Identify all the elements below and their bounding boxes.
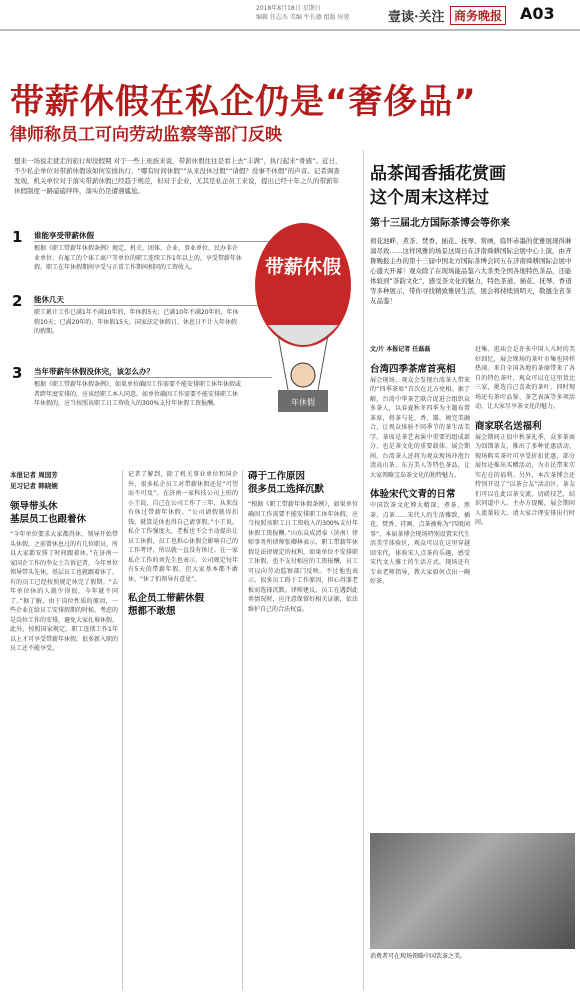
balloon-rope <box>278 335 288 390</box>
qa-number: 1 <box>12 228 23 246</box>
qa-item-2 <box>12 292 252 362</box>
qa-title: 当年带薪年休假没休完，该怎么办？ <box>34 367 154 376</box>
column-heading: 领导带头休 基层员工也跟着休 <box>10 501 87 525</box>
side-section-text: 中国饮茶文化博大精深，煮茶、煎茶、点茶……宋代人的生活雅致，插花、焚香、挂画、点茶被称为“四般闲事”。本届茶博会现场特别设置宋代生活美学体验区，观众可以在这里穿越回宋代，体验宋人点茶的乐趣，感受宋代文人雅士的生活方式。现场还有专业老师指导，教大家如何点出一碗好茶。 <box>370 502 470 585</box>
qa-number: 3 <box>12 364 23 382</box>
qa-body: 根据《职工带薪年休假条例》，如果单位确因工作需要不能安排职工休年休假或者跨年度安排的，应该经职工本人同意。如单位确因工作需要不能安排职工休年休假的，应当按照该职工日工资收入的300%支付年休假工资报酬。 <box>34 381 242 407</box>
photo-caption: 消费者可在现场领略中国饮茶之美。 <box>370 953 467 960</box>
story-divider <box>363 150 364 990</box>
column-text: “今年单位要求大家都得休，领导开始带头休假，之前曾休息过的有几位职员，所以大家都安排了时间跟着休。”在济南一家国企工作的李女士告诉记者，今年单位领导带头先休，基层员工也就跟着休了，有的员工已经按照规定休完了假期。“去年单位休的人就少得很，今年就不同了。”据了解，由于岗位性质的原因，一些企业在给员工安排假期的时候，考虑的是岗位工作的安排，避免大家扎堆休假。此外，按照国家规定，职工连续工作1年以上才可享受带薪年休假，很多新入职的员工还不能享受。 <box>10 531 119 652</box>
basket-label: 年休假 <box>291 398 315 407</box>
balloon-text-line1: 带薪休假 <box>264 256 342 278</box>
side-section-heading: 商家联名送福利 <box>475 420 542 432</box>
tea-ceremony-photo <box>370 833 575 949</box>
column-text: “根据《职工带薪年休假条例》，如果单位确因工作需要不能安排职工休年休假，应当按照该职工日工资收入的300%支付年休假工资报酬。”山东众成清泰（济南）律师事务所律师张卿林表示，职工带薪年休假是法律规定的权利，如果单位不安排职工休假，也不支付相应的工资报酬，员工可以向劳动监察部门反映。不过他也表示，很多员工碍于工作原因，担心得罪老板而选择沉默。律师建议，员工在遇到此类情况时，应注意保留好相关证据，依法维护自己的合法权益。 <box>248 501 358 613</box>
main-headline: 带薪休假在私企仍是“奢侈品” <box>10 82 477 122</box>
main-column-2 <box>128 470 238 618</box>
main-intro: 想来一场说走就走的旅行却没假期 对于一些上班族来说，带薪休假往往是看上去“丰满”，执行起来“骨感”。近日，不少私企单位对带薪休假该如何安排执行，“哪有时间休假”“从来没休过假”“请假？没事不休假”的声音。记者调查发现，机关单位对于落实带薪休假已经趋于规范，但对于企业，尤其是私企员工来说，提出已经十年之久的带薪年休假制度一路磕磕绊绊，落实仍是遭遇尴尬。 <box>14 157 342 195</box>
qa-divider <box>34 377 272 378</box>
qa-body: 根据《职工带薪年休假条例》规定，机关、团体、企业、事业单位、民办非企业单位、有雇工的个体工商户等单位的职工连续工作1年以上的，享受带薪年休假。职工在年休假期间享受与正常工作期间相同的工资收入。 <box>34 245 242 271</box>
traveler-figure <box>291 363 315 387</box>
column-heading: 碍于工作原因 很多员工选择沉默 <box>248 471 325 495</box>
side-section-text: 展会期间正值中秋茶礼季，众多茶商为回馈茶友，推出了多种优惠活动，现场购买茶叶可享受折扣优惠，部分展位还推出买赠活动，为市民带来实实在在的福利。另外，本次茶博会还特别开设了“以茶会友”活动区，茶友们可以在此以茶交流，切磋技艺，结识同道中人。主办方提醒，展会期间人流量较大，请大家合理安排出行时间。 <box>475 433 575 526</box>
side-section-heading: 台湾四季茶席首亮相 <box>370 363 456 375</box>
column-rule <box>122 470 123 990</box>
qa-divider <box>34 241 272 242</box>
qa-item-3 <box>12 364 252 454</box>
issue-date: 2018年8月18日 星期日 <box>256 5 321 12</box>
qa-divider <box>34 305 272 306</box>
main-byline <box>10 470 58 492</box>
editor-credits: 编辑 任志杰 美编 牛长德 组版 侯蓉 <box>256 14 350 21</box>
side-column-1 <box>370 345 470 587</box>
side-subheadline: 第十三届北方国际茶博会等你来 <box>370 218 510 229</box>
hot-air-balloon-illustration <box>248 215 358 445</box>
column-heading: 私企员工带薪休假 想都不敢想 <box>128 593 205 617</box>
section-name: 壹读·关注 <box>388 10 445 25</box>
header-divider <box>0 29 580 31</box>
newspaper-logo: 商务晚报 <box>450 6 506 25</box>
column-rule <box>242 470 243 990</box>
side-section-heading: 体验宋代文青的日常 <box>370 489 456 500</box>
header-meta <box>256 4 350 22</box>
main-subheadline: 律师称员工可向劳动监察等部门反映 <box>10 125 282 145</box>
qa-body: 职工累计工作已满1年不满10年的，年休假5天；已满10年不满20年的，年休假10天；已满20年的，年休假15天。国家法定休假日、休息日不计入年休假的假期。 <box>34 309 239 335</box>
qa-number: 2 <box>12 292 23 310</box>
qa-item-1 <box>12 228 252 290</box>
column-text-lead: 记者了解到，除了机关事业单位和国企外，很多私企员工对带薪休假还是“可望而不可及”。在济南一家科技公司上班的小王说，自己在公司工作了三年，从来没有休过带薪年休假。“公司请假就得扣钱，就算是休也得自己请事假。”小王说，私企工作强度大，老板也不会主动提出让员工休假，员工也担心休假会影响自己的工作考评，所以就一直没有休过。在一家私企工作的刘先生也表示，公司规定每年有5天的带薪年假，但大家基本都不敢休，“休了怕领导有意见”。 <box>128 471 238 583</box>
byline-intern: 见习记者 韩晓婉 <box>10 482 58 490</box>
main-column-1 <box>10 500 118 654</box>
side-byline: 文/片 本报记者 任磊磊 <box>370 346 431 353</box>
side-column-2 <box>475 345 575 528</box>
side-headline: 品茶闻香插花赏画 这个周末这样过 <box>370 164 506 208</box>
page-number: A03 <box>520 4 555 23</box>
qa-title: 能休几天 <box>34 295 64 304</box>
side-section-text: 赶集、逛庙会是许多中国人儿时的美好回忆，展会现场的茶叶市集也同样热闹。来自全国各地的茶商带来了各自的特色茶叶，观众可以在这里货比三家，挑选自己喜欢的茶叶。同时现场还有茶叶品鉴、茶艺表演等多项活动，让大家尽享茶文化的魅力。 <box>475 346 575 410</box>
side-lead: 荷花池畔，煮茶、焚香、插花、抚琴、赏画，临怀赤墨的优雅展现得淋漓尽致……这样风雅的场景这周日在济南舜耕国际会展中心上演，由齐鲁晚报主办的第十三届中国北方国际茶博会同五在济南舜耕国际会展中心盛大开幕！观众除了在现场能品鉴六大茶类全国各地特色茶品，还能体验到“茶韵文化”，感受茶文化的魅力，特色茶道、插花、抚琴、香道等多种展示，带你寻找精致雅居生活，展会将持续到明天，敬邀全省茶友品鉴！ <box>370 237 572 305</box>
main-column-3 <box>248 470 358 614</box>
byline-reporter: 本报记者 周国芳 <box>10 471 58 479</box>
qa-title: 谁能享受带薪休假 <box>34 231 94 240</box>
side-section-text: 展会现场，观众会发现台湾茶人带来的“四季茶席”首次在北方亮相。据了解，台湾中华茶艺联合促进会组织众多茶人，以春夏秋冬四季为主题布置茶席，将茶与花、香、器、境完美融合，让观众体验不同季节的茶生活美学。茶席是茶艺表演中重要的组成部分，也是茶文化的重要载体。展会期间，台湾茶人还将为观众现场冲泡台湾高山茶、东方美人等特色茶品，让大家领略宝岛茶文化的独特魅力。 <box>370 376 470 479</box>
balloon-rope <box>318 335 328 390</box>
